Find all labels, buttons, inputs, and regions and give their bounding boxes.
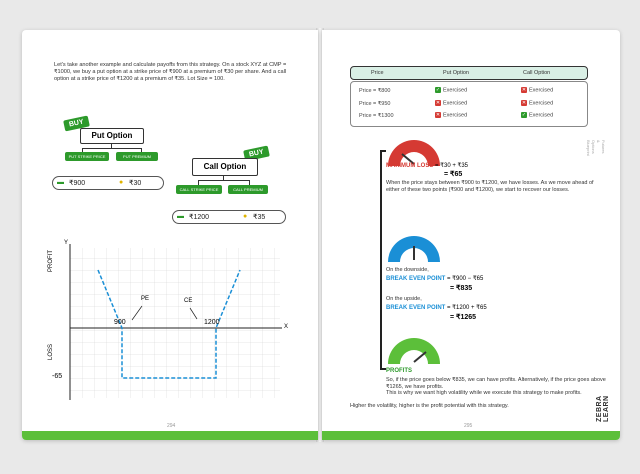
page-number: 295 xyxy=(464,423,473,429)
max-loss-label: -65 xyxy=(52,373,63,380)
side-title: Futures & Options Blueprint xyxy=(586,140,606,156)
header-put-option: Put Option xyxy=(443,70,469,76)
put-premium-box: PUT PREMIUM xyxy=(116,152,158,161)
check-icon: ✓ xyxy=(435,87,441,93)
up-title: BREAK EVEN POINT xyxy=(386,305,446,311)
call-premium-box: CALL PREMIUM xyxy=(228,185,268,194)
max-loss-result: = ₹65 xyxy=(444,171,463,178)
profits-desc-2: This is why we want high volatility while we execute this strategy to make profits. xyxy=(386,390,582,396)
pe-label: PE xyxy=(141,296,150,302)
down-formula: = ₹900 − ₹65 xyxy=(445,276,484,282)
down-result: = ₹835 xyxy=(450,285,473,292)
profits-title: PROFITS xyxy=(386,368,413,374)
header-call-option: Call Option xyxy=(523,70,551,76)
down-break-even xyxy=(386,275,483,282)
up-break-even xyxy=(386,304,487,311)
max-loss-line xyxy=(386,162,468,169)
put-strike-value: ₹900 xyxy=(69,180,86,187)
left-page xyxy=(22,30,318,440)
check-icon: ✓ xyxy=(521,112,527,118)
put-strike-price-box: PUT STRIKE PRICE xyxy=(65,152,109,161)
call-option-title: Call Option xyxy=(192,158,258,176)
call-buy-badge: BUY xyxy=(243,146,270,162)
row-put-text: Exercised xyxy=(443,87,468,94)
footer-bar xyxy=(322,431,620,440)
row-put-text: Exercised xyxy=(443,100,468,107)
row-put-text: Exercised xyxy=(443,112,468,119)
profit-label: PROFIT xyxy=(48,250,54,272)
page-number: 294 xyxy=(167,423,176,429)
row-price: Price = ₹800 xyxy=(359,88,391,94)
profits-desc xyxy=(386,377,608,397)
up-result: = ₹1265 xyxy=(450,314,477,321)
cross-icon: ✕ xyxy=(435,100,441,106)
call-strike-price-box: CALL STRIKE PRICE xyxy=(176,185,222,194)
put-premium-value: ₹30 xyxy=(129,180,142,187)
right-page xyxy=(322,30,620,440)
row-price: Price = ₹1300 xyxy=(359,113,394,119)
up-label: On the upside, xyxy=(386,296,422,302)
up-formula: = ₹1200 + ₹65 xyxy=(445,305,487,311)
down-label: On the downside, xyxy=(386,267,429,273)
closing-text: Higher the volatility, higher is the profit potential with this strategy. xyxy=(350,403,509,409)
green-gauge-icon xyxy=(388,338,440,364)
down-title: BREAK EVEN POINT xyxy=(386,276,446,282)
header-price: Price xyxy=(371,70,384,76)
profits-desc-1: So, if the price goes below ₹835, we can have profits. Alternatively, if the price goes above ₹1265, we have profits. xyxy=(386,377,606,390)
row-price: Price = ₹950 xyxy=(359,101,391,107)
cross-icon: ✕ xyxy=(521,100,527,106)
strike-900-label: 900 xyxy=(114,319,126,326)
cash-icon: ▬ xyxy=(57,179,64,186)
put-option-title: Put Option xyxy=(80,128,144,144)
call-premium-value: ₹35 xyxy=(253,214,266,221)
max-loss-desc: When the price stays between ₹900 to ₹1200, we have losses. As we move ahead of either of these two points (₹900 and ₹1200), we start to recover our losses. xyxy=(386,180,594,193)
y-axis-label: Y xyxy=(64,240,69,246)
max-loss-title: MAXIMUM LOSS xyxy=(386,163,434,169)
cross-icon: ✕ xyxy=(521,87,527,93)
blue-gauge-icon xyxy=(388,236,440,262)
intro-text: Let's take another example and calculate payoffs from this strategy. On a stock XYZ at CMP = ₹1000, we buy a put option at a strike price of ₹900 at a premium of ₹30 per share. And a call option at a strike price of ₹1200 at a premium of ₹35. Lot Size = 100. xyxy=(54,62,287,82)
cash-icon: ▬ xyxy=(177,213,184,220)
x-axis-label: X xyxy=(284,324,289,330)
row-call-text: Exercised xyxy=(529,100,554,107)
chart-grid xyxy=(70,248,280,398)
put-buy-badge: BUY xyxy=(63,116,90,132)
zebra-learn-logo: ZEBRA LEARN xyxy=(596,395,610,422)
loss-label: LOSS xyxy=(48,343,54,360)
strike-1200-label: 1200 xyxy=(204,319,220,326)
footer-bar xyxy=(22,431,318,440)
coin-icon: ● xyxy=(243,213,248,220)
coin-icon: ● xyxy=(119,179,124,186)
call-strike-value: ₹1200 xyxy=(189,214,210,221)
payoff-chart xyxy=(22,30,318,440)
row-call-text: Exercised xyxy=(529,87,554,94)
cross-icon: ✕ xyxy=(435,112,441,118)
row-call-text: Exercised xyxy=(529,112,554,119)
max-loss-formula: = ₹30 + ₹35 xyxy=(433,163,469,169)
ce-label: CE xyxy=(184,298,193,304)
